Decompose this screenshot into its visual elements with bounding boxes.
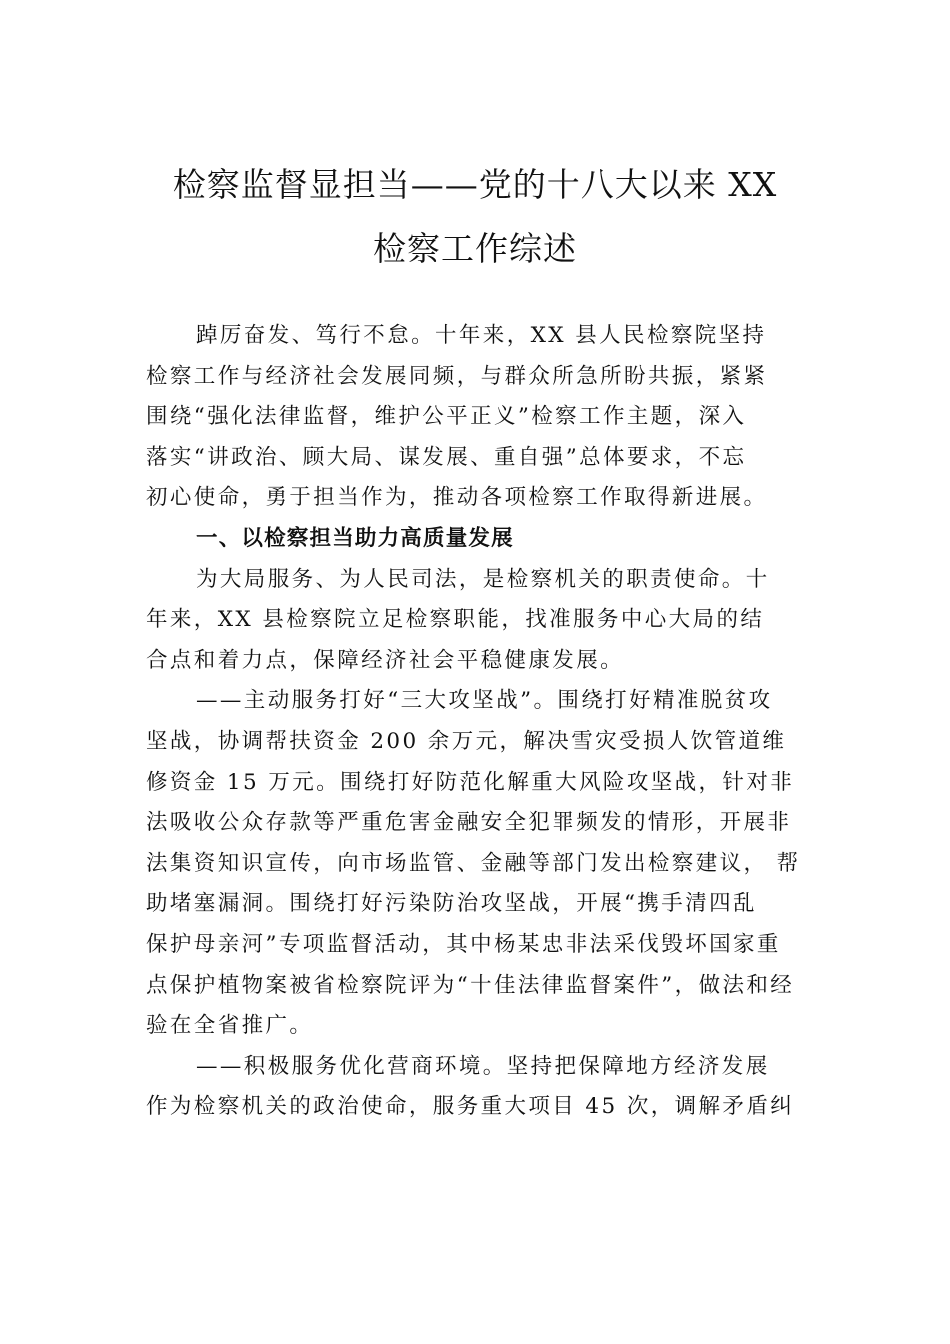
section-heading: 一、以检察担当助力高质量发展 — [196, 525, 514, 551]
item-paragraph-line: ——主动服务打好“三大攻坚战”。围绕打好精准脱贫攻 — [196, 688, 773, 714]
item-paragraph-line: ——积极服务优化营商环境。坚持把保障地方经济发展 — [196, 1053, 770, 1079]
intro-paragraph-line: 初心使命，勇于担当作为，推动各项检察工作取得新进展。 — [146, 485, 768, 511]
item-paragraph-line: 助堵塞漏洞。围绕打好污染防治攻坚战，开展“携手清四乱 — [146, 891, 757, 917]
section-paragraph-line: 年来，XX 县检察院立足检察职能，找准服务中心大局的结 — [146, 607, 765, 633]
intro-paragraph-line: 围绕“强化法律监督，维护公平正义”检察工作主题，深入 — [146, 404, 747, 430]
item-paragraph-line: 作为检察机关的政治使命，服务重大项目 45 次，调解矛盾纠 — [146, 1094, 795, 1120]
section-paragraph-line: 合点和着力点，保障经济社会平稳健康发展。 — [146, 647, 625, 673]
item-paragraph-line: 坚战，协调帮扶资金 200 余万元，解决雪灾受损人饮管道维 — [146, 728, 787, 754]
item-paragraph-line: 保护母亲河”专项监督活动，其中杨某忠非法采伐毁坏国家重 — [146, 931, 781, 957]
item-paragraph-line: 点保护植物案被省检察院评为“十佳法律监督案件”，做法和经 — [146, 972, 795, 998]
document-title-line-2: 检察工作综述 — [373, 229, 577, 268]
item-paragraph-line: 法吸收公众存款等严重危害金融安全犯罪频发的情形，开展非 — [146, 810, 792, 836]
item-paragraph-line: 修资金 15 万元。围绕打好防范化解重大风险攻坚战，针对非 — [146, 769, 795, 795]
section-paragraph-line: 为大局服务、为人民司法，是检察机关的职责使命。十 — [196, 566, 770, 592]
item-paragraph-line: 验在全省推广。 — [146, 1013, 314, 1039]
document-title-line-1: 检察监督显担当——党的十八大以来 XX — [172, 165, 778, 204]
intro-paragraph-line: 检察工作与经济社会发展同频，与群众所急所盼共振，紧紧 — [146, 363, 768, 389]
intro-paragraph-line: 踔厉奋发、笃行不怠。十年来，XX 县人民检察院坚持 — [196, 323, 767, 348]
document-body — [146, 316, 826, 1128]
intro-paragraph-line: 落实“讲政治、顾大局、谋发展、重自强”总体要求，不忘 — [146, 444, 747, 470]
item-paragraph-line: 法集资知识宣传，向市场监管、金融等部门发出检察建议， 帮 — [146, 850, 801, 876]
